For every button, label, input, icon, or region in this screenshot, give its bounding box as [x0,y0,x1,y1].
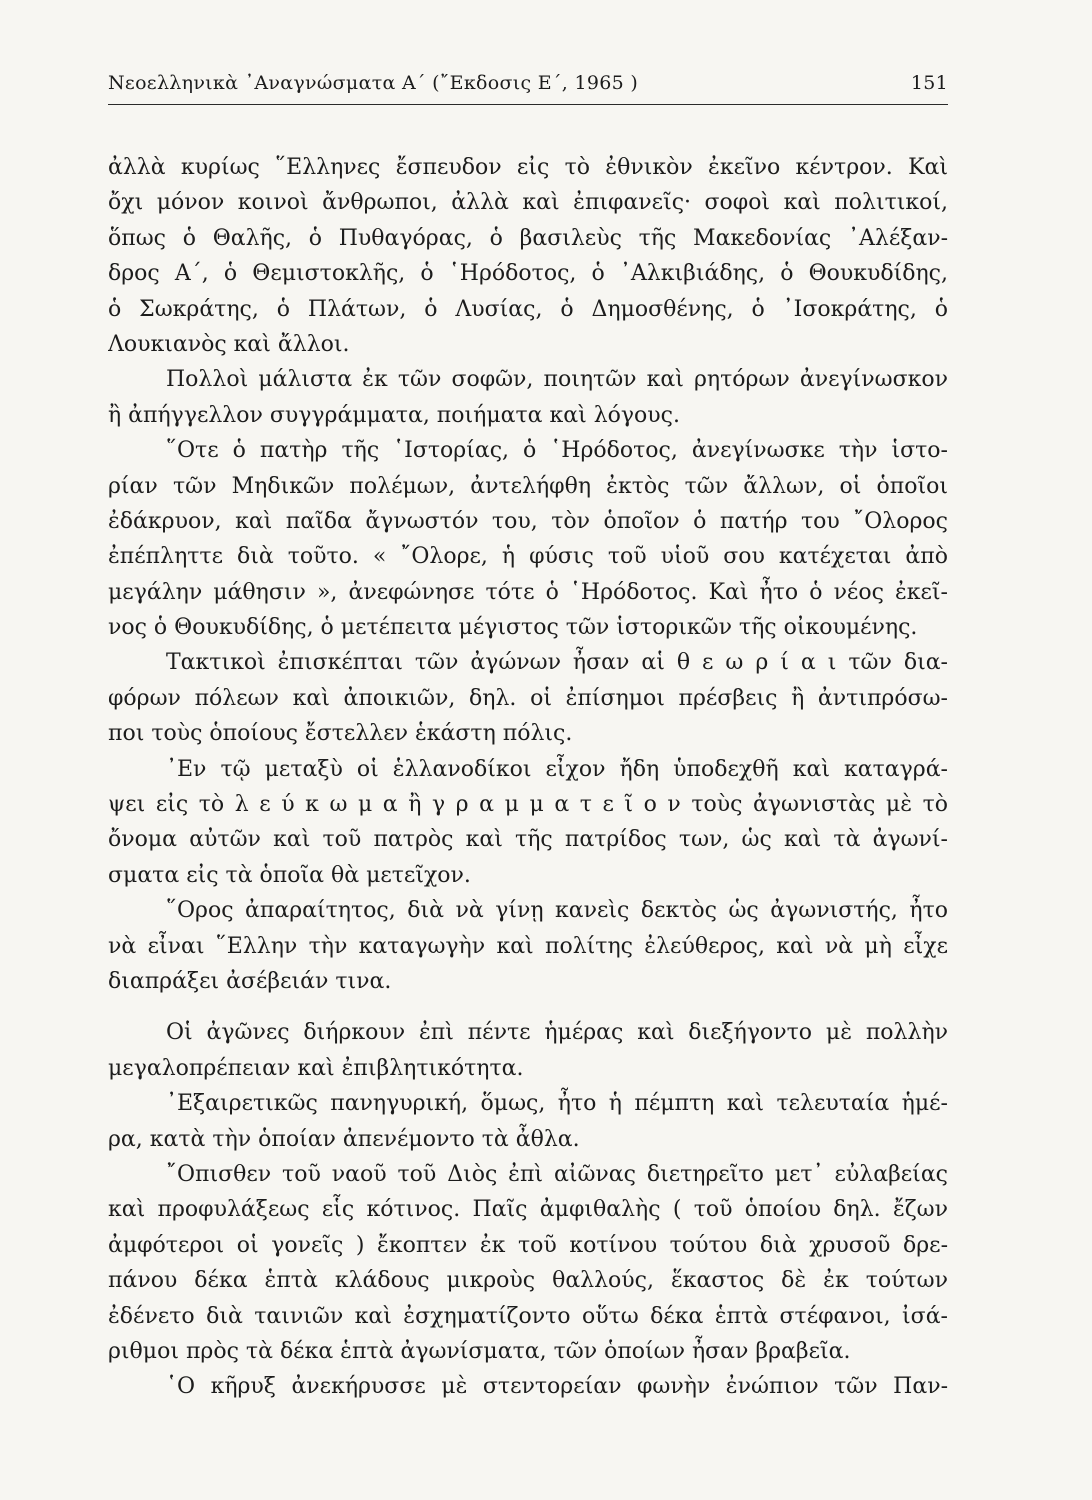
text-line: νὰ εἶναι ῞Ελλην τὴν καταγωγὴν καὶ πολίτης ἐλεύθερος, καὶ νὰ μὴ εἶχε [108,933,948,959]
paragraph-gap [108,999,948,1015]
text-line: καὶ προφυλάξεως εἷς κότινος. Παῖς ἀμφιθαλὴς ( τοῦ ὁποίου δηλ. ἔζων [108,1197,948,1223]
text-line: Οἱ ἀγῶνες διήρκουν ἐπὶ πέντε ἡμέρας καὶ διεξήγοντο μὲ πολλὴν [166,1020,948,1046]
page-header [108,72,948,94]
text-line: ἐδάκρυον, καὶ παῖδα ἄγνωστόν του, τὸν ὁποῖον ὁ πατήρ του ῎Ολορος [108,508,948,534]
text-line: μεγαλοπρέπειαν καὶ ἐπιβλητικότητα. [108,1055,524,1081]
text-line: ὄνομα αὐτῶν καὶ τοῦ πατρὸς καὶ τῆς πατρίδος των, ὡς καὶ τὰ ἀγωνί- [108,827,948,853]
text-line: ρίαν τῶν Μηδικῶν πολέμων, ἀντελήφθη ἐκτὸς τῶν ἄλλων, οἱ ὁποῖοι [108,473,948,499]
text-line: σματα εἰς τὰ ὁποῖα θὰ μετεῖχον. [108,862,471,888]
text-line: ᾿Εξαιρετικῶς πανηγυρική, ὅμως, ἦτο ἡ πέμπτη καὶ τελευταία ἡμέ- [166,1091,948,1117]
text-line: ποι τοὺς ὁποίους ἔστελλεν ἑκάστη πόλις. [108,721,573,747]
text-line: νος ὁ Θουκυδίδης, ὁ μετέπειτα μέγιστος τῶν ἱστορικῶν τῆς οἰκουμένης. [108,615,918,641]
text-line: ῞Ορος ἀπαραίτητος, διὰ νὰ γίνῃ κανεὶς δεκτὸς ὡς ἀγωνιστής, ἦτο [166,898,948,924]
text-line: Πολλοὶ μάλιστα ἐκ τῶν σοφῶν, ποιητῶν καὶ ρητόρων ἀνεγίνωσκον [166,367,948,393]
page-number: 151 [910,72,948,94]
text-line: ἐδένετο διὰ ταινιῶν καὶ ἐσχηματίζοντο οὕτω δέκα ἑπτὰ στέφανοι, ἰσά- [108,1303,948,1329]
header-rule [108,104,948,105]
text-line: ριθμοι πρὸς τὰ δέκα ἑπτὰ ἀγωνίσματα, τῶν ὁποίων ἦσαν βραβεῖα. [108,1338,851,1364]
text-line: ἐπέπληττε διὰ τοῦτο. « ῎Ολορε, ἡ φύσις τοῦ υἱοῦ σου κατέχεται ἀπὸ [108,544,948,570]
text-line: Τακτικοὶ ἐπισκέπται τῶν ἀγώνων ἦσαν αἱ θ ε ω ρ ί α ι τῶν δια- [166,650,948,676]
text-line: ῾Ο κῆρυξ ἀνεκήρυσσε μὲ στεντορείαν φωνὴν ἐνώπιον τῶν Παν- [166,1374,948,1400]
text-line: ῎Οπισθεν τοῦ ναοῦ τοῦ Διὸς ἐπὶ αἰῶνας διετηρεῖτο μετ᾿ εὐλαβείας [166,1161,948,1187]
text-line: ἀλλὰ κυρίως ῞Ελληνες ἔσπευδον εἰς τὸ ἐθνικὸν ἐκεῖνο κέντρον. Καὶ [108,155,948,180]
text-line: ρα, κατὰ τὴν ὁποίαν ἀπενέμοντο τὰ ἆθλα. [108,1126,580,1152]
text-line: ἢ ἀπήγγελλον συγγράμματα, ποιήματα καὶ λόγους. [108,402,680,428]
text-line: ὄχι μόνον κοινοὶ ἄνθρωποι, ἀλλὰ καὶ ἐπιφανεῖς· σοφοὶ καὶ πολιτικοί, [108,190,948,216]
text-line: φόρων πόλεων καὶ ἀποικιῶν, δηλ. οἱ ἐπίσημοι πρέσβεις ἢ ἀντιπρόσω- [108,685,948,711]
body-text [108,150,948,1405]
text-line: ὅπως ὁ Θαλῆς, ὁ Πυθαγόρας, ὁ βασιλεὺς τῆς Μακεδονίας ᾿Αλέξαν- [108,225,948,251]
text-line: δρος Α΄, ὁ Θεμιστοκλῆς, ὁ ῾Ηρόδοτος, ὁ ᾿Αλκιβιάδης, ὁ Θουκυδίδης, [108,261,948,287]
text-line: ὁ Σωκράτης, ὁ Πλάτων, ὁ Λυσίας, ὁ Δημοσθένης, ὁ ᾿Ισοκράτης, ὁ [108,296,948,322]
text-line: Λουκιανὸς καὶ ἄλλοι. [108,331,350,357]
running-title: Νεοελληνικὰ ᾿Αναγνώσματα Α΄ (῎Εκδοσις Ε΄, 1965 ) [108,72,639,94]
text-line: ῞Οτε ὁ πατὴρ τῆς ῾Ιστορίας, ὁ ῾Ηρόδοτος, ἀνεγίνωσκε τὴν ἱστο- [166,438,948,464]
text-line: πάνου δέκα ἑπτὰ κλάδους μικροὺς θαλλούς, ἕκαστος δὲ ἐκ τούτων [108,1268,948,1294]
text-line: ᾿Εν τῷ μεταξὺ οἱ ἑλλανοδίκοι εἶχον ἤδη ὑποδεχθῆ καὶ καταγρά- [166,756,948,782]
text-line: ψει εἰς τὸ λ ε ύ κ ω μ α ἢ γ ρ α μ μ α τ ε ῖ ο ν τοὺς ἀγωνιστὰς μὲ τὸ [108,792,948,818]
text-line: ἀμφότεροι οἱ γονεῖς ) ἔκοπτεν ἐκ τοῦ κοτίνου τούτου διὰ χρυσοῦ δρε- [108,1232,948,1258]
text-line: διαπράξει ἀσέβειάν τινα. [108,968,392,994]
text-line: μεγάλην μάθησιν », ἀνεφώνησε τότε ὁ ῾Ηρόδοτος. Καὶ ἦτο ὁ νέος ἐκεῖ- [108,579,948,605]
